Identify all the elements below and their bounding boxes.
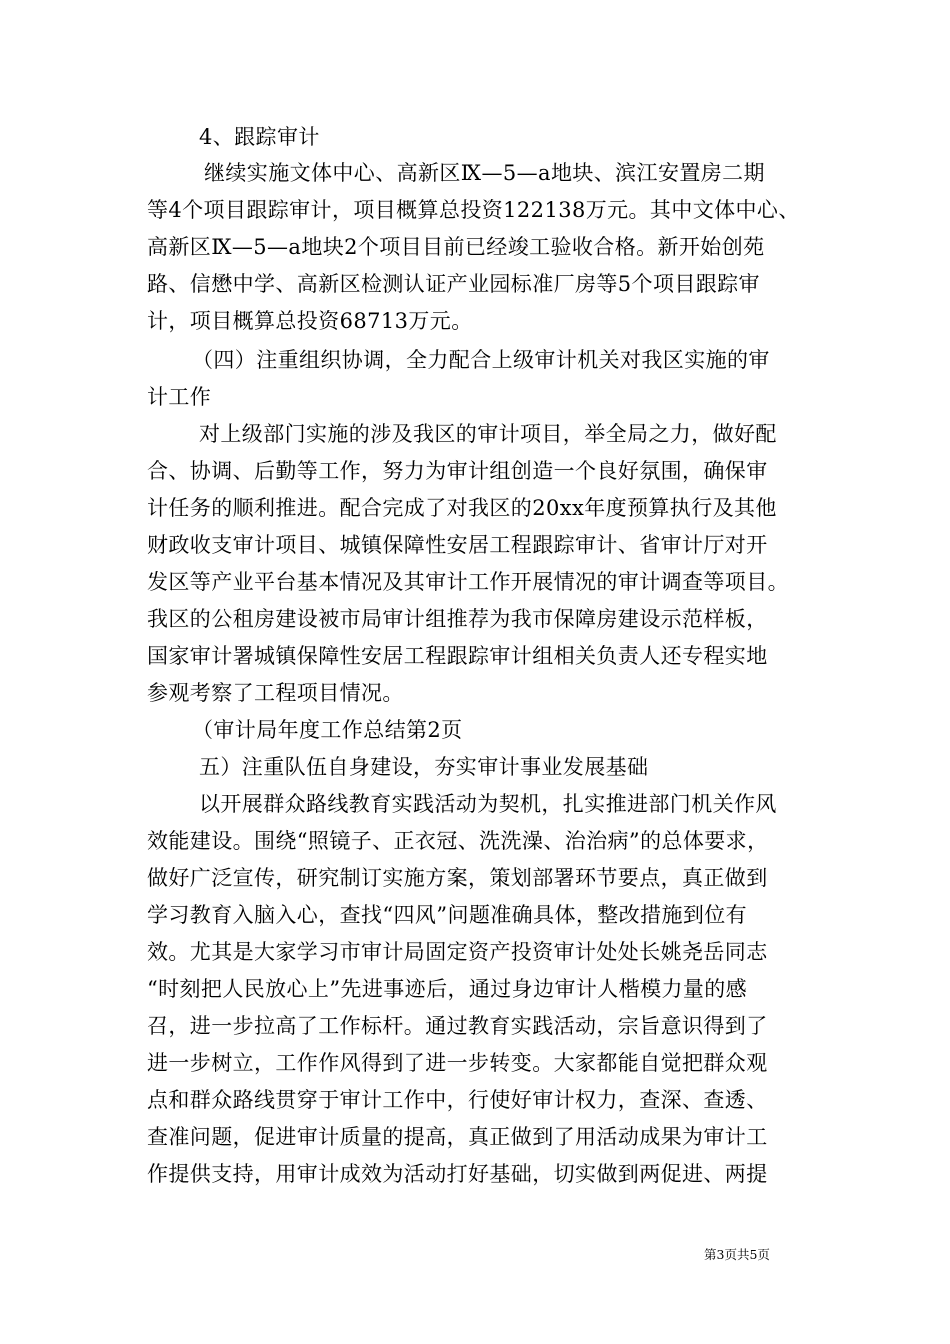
paragraph-line: 做好广泛宣传，研究制订实施方案，策划部署环节要点，真正做到 <box>147 866 768 890</box>
paragraph-line: 高新区Ⅸ—5—a地块2个项目目前已经竣工验收合格。新开始创苑 <box>147 235 765 259</box>
paragraph-line: 参观考察了工程项目情况。 <box>147 681 404 705</box>
paragraph-line: 学习教育入脑入心，查找“四风”问题准确具体，整改措施到位有 <box>147 903 748 927</box>
heading-tracking-audit: 4、跟踪审计 <box>199 125 320 149</box>
page-number: 第3页共5页 <box>704 1247 770 1262</box>
paragraph-line: 合、协调、后勤等工作，努力为审计组创造一个良好氛围，确保审 <box>147 459 768 483</box>
page-title-inline: （审计局年度工作总结第2页 <box>192 718 463 742</box>
paragraph-line: 作提供支持，用审计成效为活动打好基础，切实做到两促进、两提 <box>147 1162 768 1186</box>
paragraph-line: 点和群众路线贯穿于审计工作中，行使好审计权力，查深、查透、 <box>147 1088 768 1112</box>
section-heading-five: 五）注重队伍自身建设，夯实审计事业发展基础 <box>199 755 649 779</box>
paragraph-line: 国家审计署城镇保障性安居工程跟踪审计组相关负责人还专程实地 <box>147 644 768 668</box>
paragraph-line: 我区的公租房建设被市局审计组推荐为我市保障房建设示范样板， <box>147 607 768 631</box>
section-heading-four: （四）注重组织协调，全力配合上级审计机关对我区实施的审 <box>192 348 770 372</box>
paragraph-line: 进一步树立，工作作风得到了进一步转变。大家都能自觉把群众观 <box>147 1051 768 1075</box>
paragraph-line: 召，进一步拉高了工作标杆。通过教育实践活动，宗旨意识得到了 <box>147 1014 768 1038</box>
paragraph-line: 计，项目概算总投资68713万元。 <box>147 309 473 333</box>
paragraph-line: 继续实施文体中心、高新区Ⅸ—5—a地块、滨江安置房二期 <box>204 161 765 185</box>
paragraph-line: 查准问题，促进审计质量的提高，真正做到了用活动成果为审计工 <box>147 1125 768 1149</box>
paragraph-line: “时刻把人民放心上”先进事迹后，通过身边审计人楷模力量的感 <box>147 977 748 1001</box>
paragraph-line: 财政收支审计项目、城镇保障性安居工程跟踪审计、省审计厅对开 <box>147 533 768 557</box>
paragraph-line: 发区等产业平台基本情况及其审计工作开展情况的审计调查等项目。 <box>147 570 789 594</box>
paragraph-line: 对上级部门实施的涉及我区的审计项目，举全局之力，做好配 <box>199 422 777 446</box>
paragraph-line: 以开展群众路线教育实践活动为契机，扎实推进部门机关作风 <box>199 792 777 816</box>
paragraph-line: 效。尤其是大家学习市审计局固定资产投资审计处处长姚尧岳同志 <box>147 940 768 964</box>
paragraph-line: 效能建设。围绕“照镜子、正衣冠、洗洗澡、治治病”的总体要求， <box>147 829 769 853</box>
paragraph-line: 等4个项目跟踪审计，项目概算总投资122138万元。其中文体中心、 <box>147 198 800 222</box>
paragraph-line: 计任务的顺利推进。配合完成了对我区的20xx年度预算执行及其他 <box>147 496 777 520</box>
paragraph-line: 路、信懋中学、高新区检测认证产业园标准厂房等5个项目跟踪审 <box>147 272 760 296</box>
section-heading-four-cont: 计工作 <box>147 385 212 409</box>
